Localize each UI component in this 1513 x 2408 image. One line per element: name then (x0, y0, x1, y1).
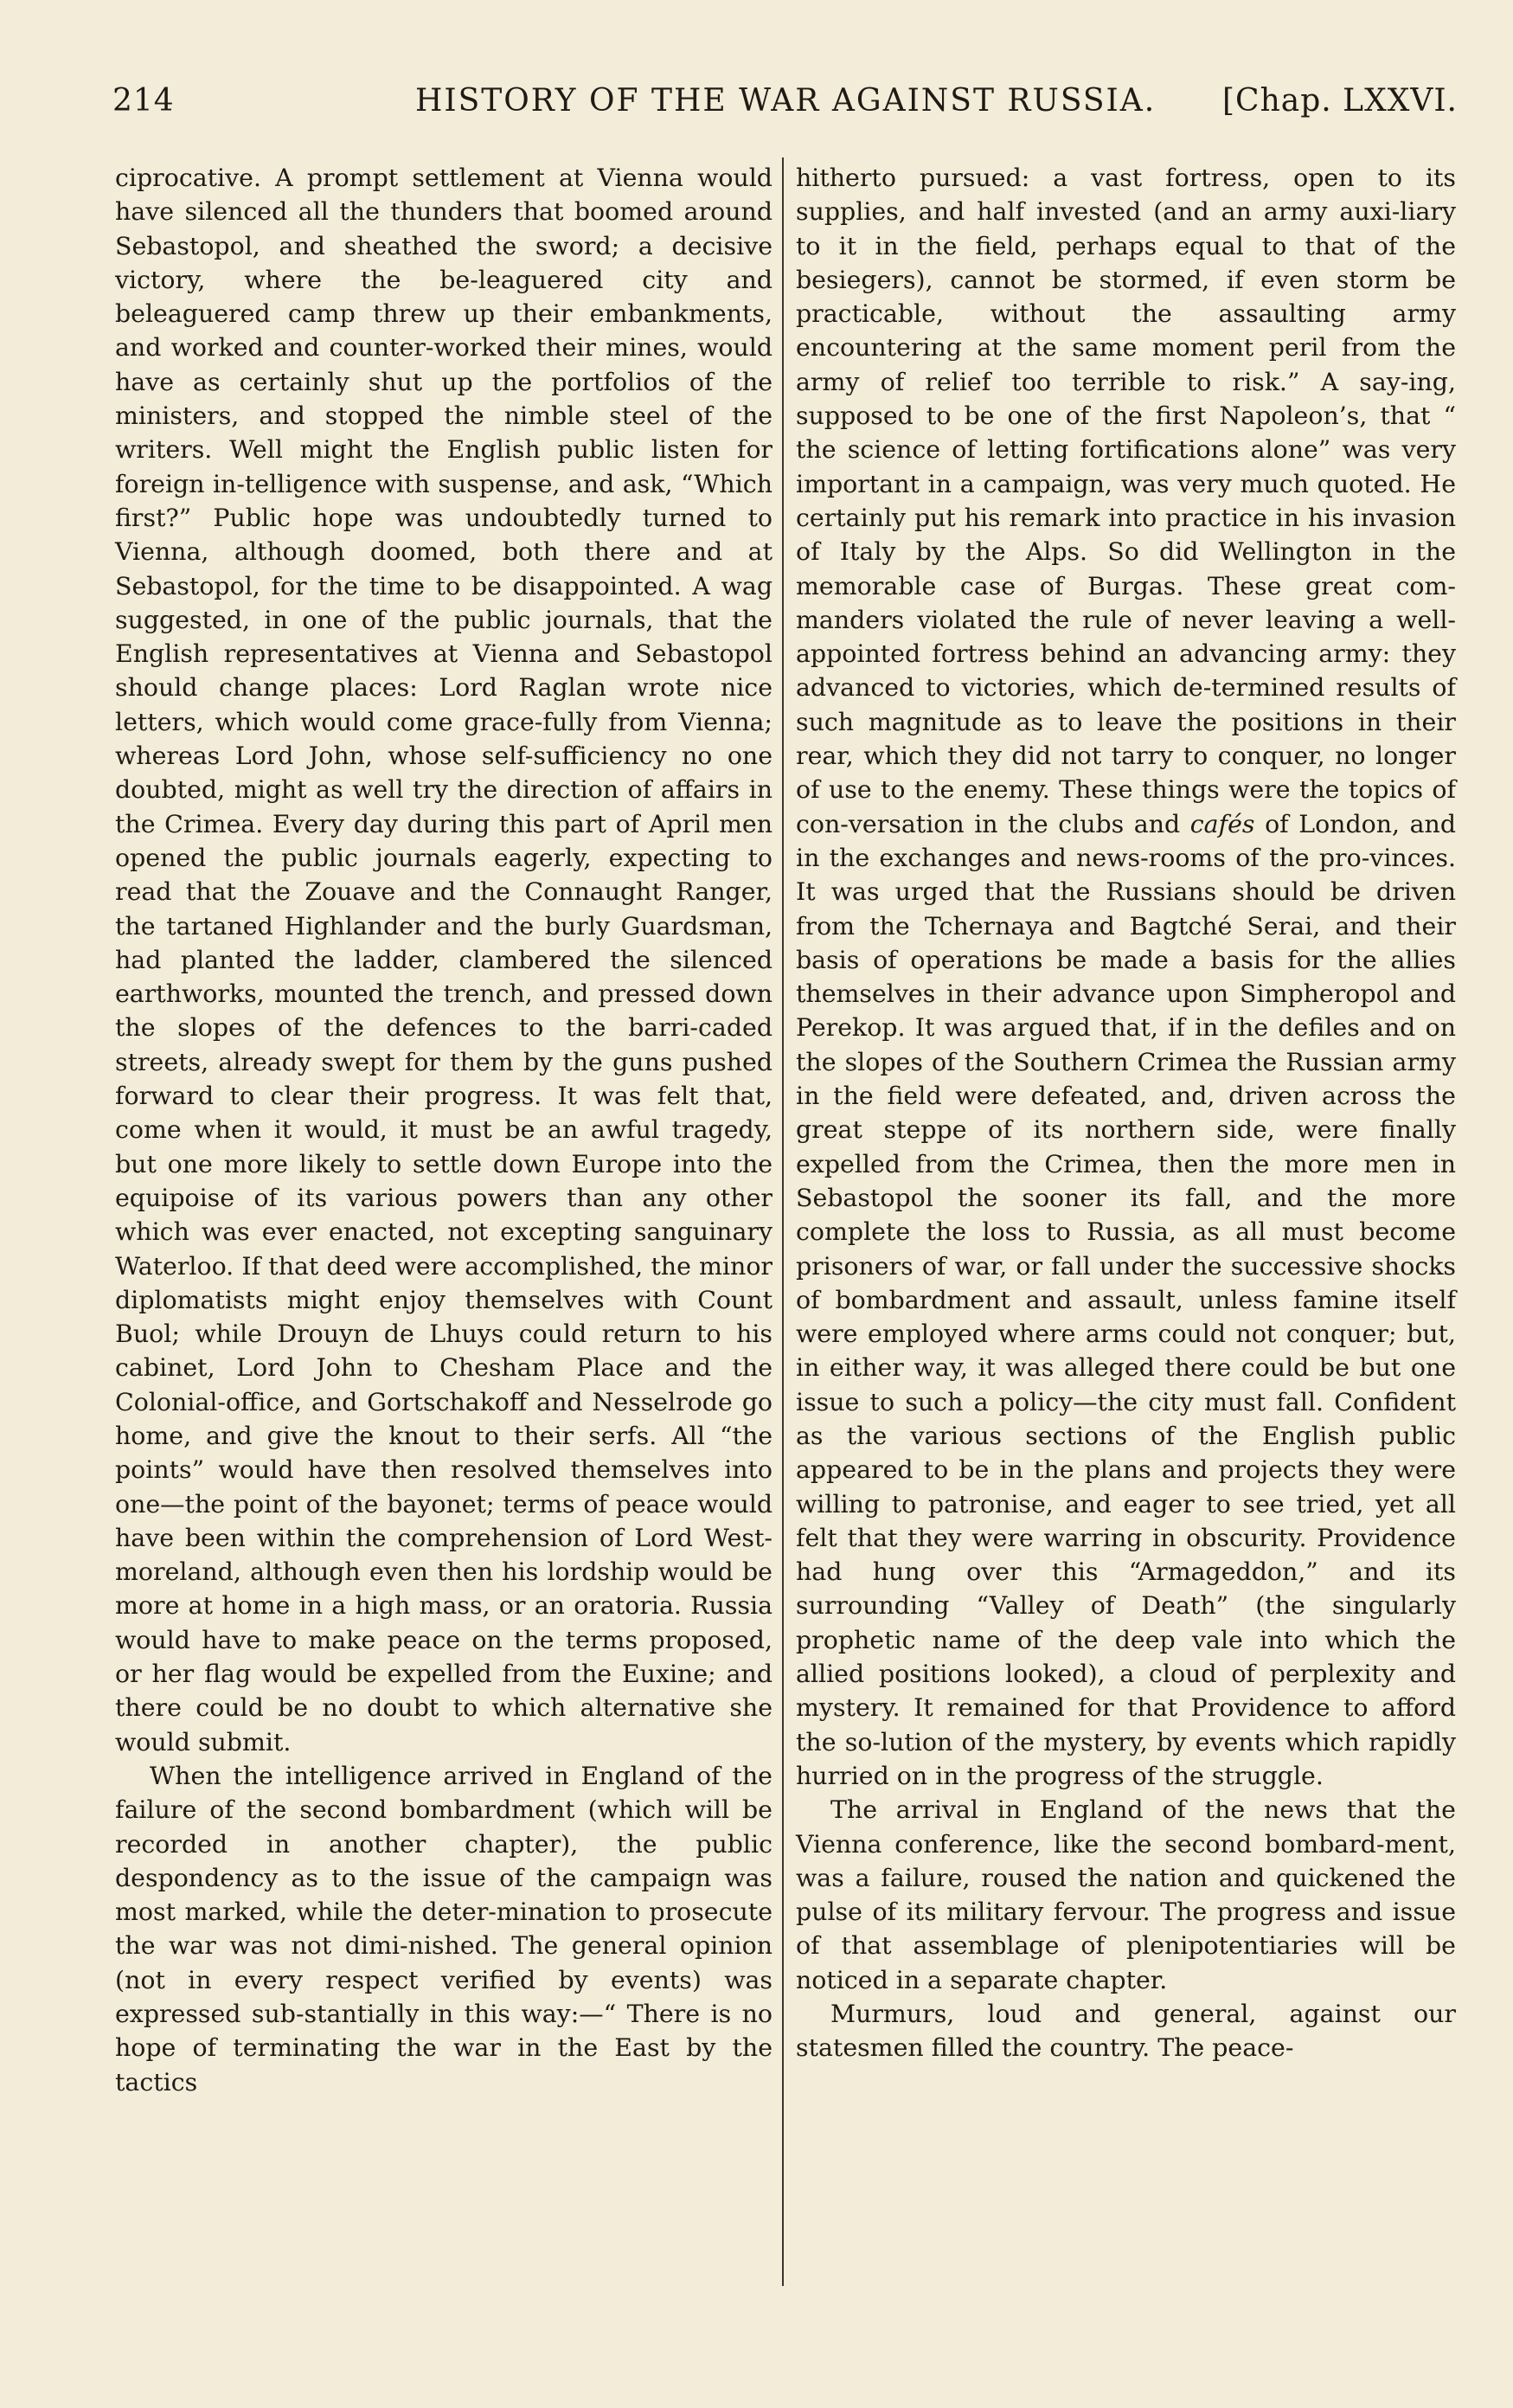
left-paragraph-2: When the intelligence arrived in England of the failure of the second bombardment (which will be recorded in another chapter), the public despondency as to the issue of the campaign was most marked, while the deter-mination to prosecute the war was not dimi-nished. The general opinion (not in every respect verified by events) was expressed sub-stantially in this way:—“ There is no hope of terminating the war in the East by the tactics (115, 1761, 773, 2097)
italic-cafes: cafés (1189, 809, 1255, 838)
right-paragraph-1-part-b: of London, and in the exchanges and news-rooms of the pro-vinces. It was urged that the Russians should be driven from the Tchernaya and Bagtché Serai, and their basis of operations be made a basis for the allies themselves in their advance upon Simpheropol and Perekop. It was argued that, if in the defiles and on the slopes of the Southern Crimea the Russian army in the field were defeated, and, driven across the great steppe of its northern side, were finally expelled from the Crimea, then the more men in Sebastopol the sooner its fall, and the more complete the loss to Russia, as all must become prisoners of war, or fall under the successive shocks of bombardment and assault, unless famine itself were employed where arms could not conquer; but, in either way, it was alleged there could be but one issue to such a policy—the city must fall. Confident as the various sections of the English public appeared to be in the plans and projects they were willing to patronise, and eager to see tried, yet all felt that they were warring in obscurity. Providence had hung over this “Armageddon,” and its surrounding “Valley of Death” (the singularly prophetic name of the deep vale into which the allied positions looked), a cloud of perplexity and mystery. It remained for that Providence to afford the so-lution of the mystery, by events which rapidly hurried on in the progress of the struggle. (796, 809, 1456, 1790)
right-paragraph-3: Murmurs, loud and general, against our statesmen filled the country. The peace- (796, 2000, 1456, 2063)
left-paragraph-1: ciprocative. A prompt settlement at Vienna would have silenced all the thunders that boomed around Sebastopol, and sheathed the sword; a decisive victory, where the be-leaguered city and beleaguered camp threw up their embankments, and worked and counter-worked their mines, would have as certainly shut up the portfolios of the ministers, and stopped the nimble steel of the writers. Well might the English public listen for foreign in-telligence with suspense, and ask, “Which first?” Public hope was undoubtedly turned to Vienna, although doomed, both there and at Sebastopol, for the time to be disappointed. A wag suggested, in one of the public journals, that the English representatives at Vienna and Sebastopol should change places: Lord Raglan wrote nice letters, which would come grace-fully from Vienna; whereas Lord John, whose self-sufficiency no one doubted, might as well try the direction of affairs in the Crimea. Every day during this part of April men opened the public journals eagerly, expecting to read that the Zouave and the Connaught Ranger, the tartaned Highlander and the burly Guardsman, had planted the ladder, clambered the silenced earthworks, mounted the trench, and pressed down the slopes of the defences to the barri-caded streets, already swept for them by the guns pushed forward to clear their progress. It was felt that, come when it would, it must be an awful tragedy, but one more likely to settle down Europe into the equipoise of its various powers than any other which was ever enacted, not excepting sanguinary Waterloo. If that deed were accomplished, the minor diplomatists might enjoy themselves with Count Buol; while Drouyn de Lhuys could return to his cabinet, Lord John to Chesham Place and the Colonial-office, and Gortschakoff and Nesselrode go home, and give the knout to their serfs. All “the points” would have then resolved themselves into one—the point of the bayonet; terms of peace would have been within the comprehension of Lord West-moreland, although even then his lordship would be more at home in a high mass, or an oratoria. Russia would have to make peace on the terms proposed, or her flag would be expelled from the Euxine; and there could be no doubt to which alternative she would submit. (115, 164, 773, 1756)
running-header (112, 83, 1458, 135)
page-number: 214 (112, 83, 175, 119)
right-paragraph-1 (796, 161, 1456, 1793)
column-divider (782, 157, 784, 2286)
right-paragraph-1-part-a: hitherto pursued: a vast fortress, open to its supplies, and half invested (and an army auxi-liary to it in the field, perhaps equal to that of the besiegers), cannot be stormed, if even storm be practicable, without the assaulting army encountering at the same moment peril from the army of relief too terrible to risk.” A say-ing, supposed to be one of the first Napoleon’s, that “ the science of letting fortifications alone” was very important in a campaign, was very much quoted. He certainly put his remark into practice in his invasion of Italy by the Alps. So did Wellington in the memorable case of Burgas. These great com-manders violated the rule of never leaving a well-appointed fortress behind an advancing army: they advanced to victories, which de-termined results of such magnitude as to leave the positions in their rear, which they did not tarry to conquer, no longer of use to the enemy. These things were the topics of con-versation in the clubs and (796, 164, 1456, 838)
left-column (115, 161, 773, 2099)
chapter-label: [Chap. LXXVI. (1222, 83, 1458, 119)
right-paragraph-2: The arrival in England of the news that the Vienna conference, like the second bombard-ment, was a failure, roused the nation and quickened the pulse of its military fervour. The progress and issue of that assemblage of plenipotentiaries will be noticed in a separate chapter. (796, 1795, 1456, 1994)
right-column (796, 161, 1456, 2065)
running-title: HISTORY OF THE WAR AGAINST RUSSIA. (415, 83, 1157, 119)
